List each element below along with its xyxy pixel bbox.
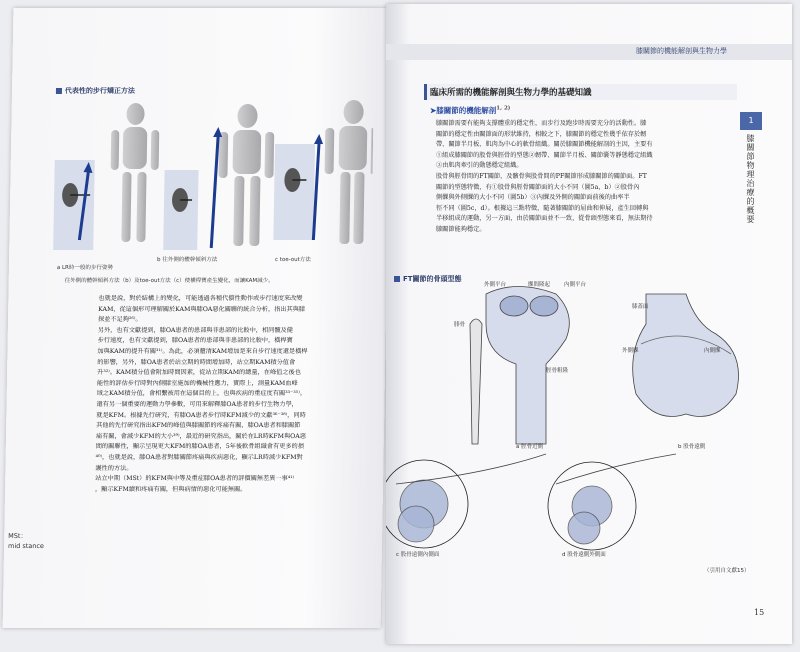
label-lateral-plateau: 外側平台 [484,282,507,288]
figure4-panel-c-label: c toe-out方法 [274,257,311,263]
chapter-tab-number: 1 [740,112,762,130]
figure4-number-marker [56,88,62,94]
figure4-title: 代表性的步行矯正方法 [64,87,136,95]
running-header-band [386,44,792,60]
sub-heading [430,105,510,116]
mannequin-figure-a [53,103,160,250]
sidebar-term-definition: mid stance [7,542,45,550]
figure4-illustration [51,100,374,260]
figure5-panel-d-label: d 股骨遠側外側面 [562,552,606,558]
label-patellar-surface: 膝蓋面 [632,304,649,310]
section-title: 臨床所需的機能解剖與生物力學的基礎知識 [430,88,592,98]
right-body-text: 膝關節需要有能夠支撐體重的穩定性，而步行及跑步時需要充分的活動性。膝 關節的穩定性由關節面的形狀維持，相較之下，膝關節的穩定性幾乎依存於韌 帶、關節半月板、肌肉為中心的軟骨組織。關於膝關節機能解剖的主因，主要有 ①組成膝關節的股骨與脛骨的型態②韌帶、關節半月板、關節囊等靜態穩定組織 ③由肌肉牽引的動態穩定組織。 股骨與脛骨間的FT關節，及髕骨與股骨間的PF關節形成膝關節的關節面。FT 關節的型態特徵，有①股骨與脛骨關節面的大小不同（圖5a，b）②股骨內 側髁與外側髁的大小不同（圖5b）③內髁及外側的關節面前後的曲率半 徑不同（圖5c，d）。根據這三點特徵，隨著膝關節的屈曲和伸展，產生回轉與 半移組成的運動，另一方面，由於關節面並不一致，從骨頭型態來看，無法期待 膝關節能夠穩定。 [436,120,653,233]
femur-distal-drawing [633,294,739,417]
figure4-caption: 往外側的體幹傾斜方法（b）及toe-out方法（c）使橫桿寶產生變化，而讓KAM減少。 [64,278,274,284]
sub-heading-text: ➤膝關節的機能解剖 [430,106,497,115]
sidebar-term-abbreviation: MSt： [8,532,28,540]
figure5-citation: （引用自文獻15） [704,568,750,574]
label-lateral-condyle: 外側髁 [622,348,639,354]
figure5-panel-a-label: a 脛骨近側 [516,444,544,450]
figure4-panel-a-label: a LR時一般的步行姿勢 [56,265,113,271]
mannequin-figure-b [163,104,275,250]
left-body-text: 也就是說，對於結構上的變化，可能透過各種代償性動作或步行速度來改變 KAM，從這個形可理解關於KAM與膝OA惡化關聯的統合分析，指出其與膝 探並不足夠²⁶⁾。 另外，也有文獻提到，膝OA患者的患部與非患部的比較中，相同髖及健 步行速度，也有文獻提到，膝OA患者的患部與非患部的比較中，橫桿寶 加與KAM的提升有關³¹⁾。為此，必須釐清KAM增加是來自步行速度還是橫桿 的影響，另外，膝OA患者於站立期的時間增加時，站立期KAM積分值會 升³²⁾。KAM積分值會附加時間因素，從站立期KAM的總量，在峰值之後也 能性的評估步行時對內側膝室施加的機械性應力，實際上，測量KAM血峰 域之KAM積分值，會相繫被用在這個目的上，也與疾病的重症度有關³³⁻³⁵⁾。 還有另一個重要的運動力學參數，可用來解釋膝OA患者的步行生物力學， 就是KFM。根據先行研究，有膝OA患者步行時KFM減少的文獻³⁶⁻³⁸⁾，同時 其他的先行研究指出KFM的峰值與膝關節的疼痛有關，膝OA患者和膝關節 痛有關，會減少KFM的大小³⁹⁾，最近的研究指出，關於在LR時KFM與OA惡 間的關聯性，顯示呈現更大KFM的膝OA患者，5年後軟骨組織會有更多的損 ⁴⁰⁾，也就是說，膝OA患者對膝關節疼痛與疾病惡化，顯示LR時減少KFM對 護性的方法。 站立中期（MSt）的KFM與中等及重症膝OA患者的評價關無差異一事⁴¹⁾ ，顯示KFM續和疼痛有關，但與病情的惡化可能無關。 [94,295,308,493]
label-intercondylar-eminence: 髁間隆起 [528,282,551,288]
chapter-tab-label: 膝關節物理治療的概要 [746,134,755,224]
figure4-heading [56,86,135,96]
figure5-panel-b-label: b 股骨遠側 [678,444,706,450]
label-fibula: 腓骨 [454,322,466,328]
figure5-heading [394,274,462,284]
figure4-panel-b-label: b 往外側的體幹傾斜方法 [156,257,218,263]
label-medial-plateau: 內側平台 [564,282,587,288]
label-medial-condyle: 內側髁 [704,348,721,354]
left-page [3,8,392,628]
page-number: 15 [754,608,765,617]
right-page [386,4,792,644]
figure5-title: FT關節的骨頭型態 [403,275,462,283]
label-tibial-tuberosity: 脛骨粗隆 [546,368,569,374]
figure5-panel-c-label: c 股骨遠側內側面 [396,552,440,558]
figure5-number-marker [394,276,400,282]
running-header: 膝關節的機能解剖與生物力學 [636,47,727,55]
figure5-illustration [386,284,786,584]
mannequin-figure-c [273,100,374,244]
sub-heading-reference: 1, 2) [496,105,511,112]
